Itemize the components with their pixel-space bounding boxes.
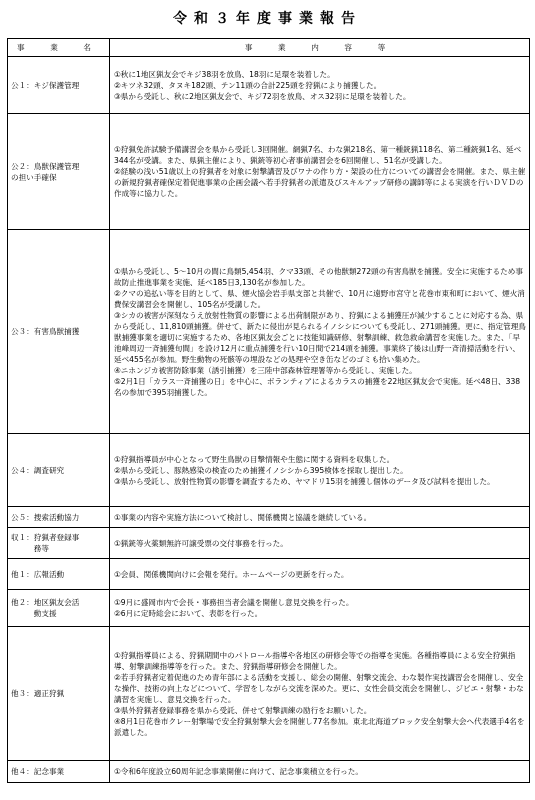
table-row (8, 230, 530, 434)
project-content-cell (110, 57, 530, 114)
content-line: ③県から受託し、放射性物質の影響を調査するため、ヤマドリ15羽を捕獲し個体のデータ及び試料を提出した。 (114, 476, 495, 486)
project-name: 務等 (11, 544, 49, 553)
project-name-cell (8, 114, 110, 230)
project-name-cell (8, 57, 110, 114)
report-table (7, 38, 530, 783)
project-name-cell (8, 590, 110, 627)
content-line: ④8月1日花巻市クレー射撃場で安全狩猟射撃大会を開催し77名参加。東北北海道ブロック安全射撃大会へ代表選手4名を派遣した。 (114, 716, 525, 737)
project-name: の担い手確保 (11, 172, 57, 182)
project-name-cell (8, 434, 110, 507)
project-content-cell (110, 230, 530, 434)
project-content-cell (110, 559, 530, 590)
table-row (8, 761, 530, 783)
project-name: 収１：狩猟者登録事 (11, 533, 80, 542)
project-name: 他２：地区猟友会活 (11, 598, 80, 607)
page-title: 令和３年度事業報告 (173, 11, 362, 27)
project-name: 公３：有害鳥獣捕獲 (11, 327, 80, 336)
content-line: ①9月に盛岡市内で会長・事務担当者会議を開催し意見交換を行った。 (114, 598, 354, 607)
project-name-cell (8, 761, 110, 783)
content-line: ④ニホンジカ被害防除事業（誘引捕獲）を三陸中部森林管理署等から受託し、実施した。 (114, 365, 417, 375)
project-name-cell (8, 559, 110, 590)
project-content-cell (110, 761, 530, 783)
table-row (8, 57, 530, 114)
content-line: ①事業の内容や実施方法について検討し、関係機関と協議を継続している。 (114, 512, 372, 522)
content-line: ①狩猟免許試験予備講習会を県から受託し3回開催。網猟7名、わな猟218名、第一種銃猟118名、第二種銃猟1名、延べ344名が受講。また、県猟主催により、猟銃等初心者事前講習会を6回開催し、51名が受講した。 (114, 145, 522, 165)
project-content-cell (110, 590, 530, 627)
table-row (8, 559, 530, 590)
project-content-cell (110, 114, 530, 230)
content-line: ②キツネ32頭、タヌキ182頭、テン11頭の合計225頭を狩猟により捕獲した。 (114, 80, 382, 90)
project-content-cell (110, 434, 530, 507)
content-line: ②6月に定時総会において、表彰を行った。 (114, 609, 263, 618)
content-line: ①秋に1地区猟友会でキジ38羽を放鳥、18羽に足環を装着した。 (114, 69, 335, 79)
project-name: 公１：キジ保護管理 (11, 80, 80, 90)
content-line: ②経験の浅い51歳以上の狩猟者を対象に射撃講習及びワナの作り方・架設の仕方についての講習会を開催。また、県主催の新規狩猟者確保定着促進事業の企画会議へ若手狩猟者の派遣及びスキルアップ研修の講師等による実演を行いＤＶＤの作成等に協力した。 (114, 167, 526, 198)
project-name: 他３：適正狩猟 (11, 689, 65, 698)
content-line: ①狩猟指導員による、狩猟期間中のパトロール指導や各地区の研修会等での指導を実施。各種指導員による安全狩猟指導、射撃訓練指導等を行った。また、狩猟指導研修会を開催した。 (114, 650, 516, 671)
table-header-row (8, 39, 530, 57)
project-content-cell (110, 507, 530, 528)
table-row (8, 590, 530, 627)
content-line: ②クマの追払い等を目的として、県、煙火協会岩手県支部と共催で、10月に遠野市宮守と花巻市東和町において、煙火消費保安講習会を開催し、105名が受講した。 (114, 288, 525, 309)
table-row (8, 627, 530, 761)
project-name: 公４：調査研究 (11, 465, 65, 475)
project-name: 公５：捜索活動協力 (11, 512, 80, 522)
project-name-cell (8, 627, 110, 761)
content-line: ①令和6年度設立60周年記念事業開催に向けて、記念事業積立を行った。 (114, 767, 363, 776)
table-row (8, 507, 530, 528)
project-content-cell (110, 627, 530, 761)
project-name: 公２：鳥獣保護管理 (11, 161, 80, 171)
project-name: 動支援 (11, 609, 57, 618)
content-line: ③シカの被害が深刻なうえ放射性物質の影響による出荷制限があり、狩猟による捕獲圧が減少することに対応する為、県から受託し、11,810頭捕獲。併せて、新たに侵出が見られるイノシシについても受託し、271頭捕獲。更に、指定管理鳥獣捕獲事業を適切に実施するため、各地区猟友会ごとに技能知識研修、射撃訓練、救急救命講習を実施した。また、「早池峰周辺一斉捕獲旬間」を設け12月に重点捕獲を行い10日間で214頭を捕獲。事業終了後は山野一斉清掃活動を行い、延べ455名が参加。野生動物の死骸等の埋設などの処理や空き缶などのゴミも拾い集めた。 (114, 310, 526, 364)
project-name: 他１：広報活動 (11, 569, 65, 579)
header-content: 事 業 内 容 等 (110, 39, 530, 57)
header-name: 事 業 名 (8, 39, 110, 57)
project-name: 他４：記念事業 (11, 767, 65, 776)
content-line: ②県から受託し、豚熱感染の検査のため捕獲イノシシから395検体を採取し提出した。 (114, 465, 408, 475)
content-line: ②若手狩猟者定着促進のため青年部による活動を支援し、総会の開催、射撃交流会、わな製作実技講習会を開催し、安全な操作、技術の向上などについて、学習をしながら交流を深めた。更に、女性会員交流会を開催し、ジビエ・射撃・わな講習を実施し、意見交換を行った。 (114, 672, 524, 704)
content-line: ③県から受託し、秋に2地区猟友会で、キジ72羽を放鳥、オス32羽に足環を装着した。 (114, 91, 411, 101)
content-line: ①猟銃等火薬類無許可譲受票の交付事務を行った。 (114, 538, 288, 548)
content-line: ①狩猟指導員が中心となって野生鳥獣の目撃情報や生態に関する資料を収集した。 (114, 454, 395, 464)
content-line: ①会員、関係機関向けに会報を発行。ホームページの更新を行った。 (114, 569, 349, 579)
project-name-cell (8, 230, 110, 434)
content-line: ⑤2月1日「カラス一斉捕獲の日」を中心に、ボランティアによるカラスの捕獲を22地区猟友会で実施。延べ48日、338名の参加で395羽捕獲した。 (114, 376, 521, 397)
table-row (8, 528, 530, 559)
content-line: ③県外狩猟者登録事務を県から受託、併せて射撃訓練の励行をお願いした。 (114, 705, 372, 715)
project-name-cell (8, 528, 110, 559)
table-row (8, 114, 530, 230)
content-line: ①県から受託し、5～10月の間に鳥類5,454羽、クマ33頭、その他獣類272頭の有害鳥獣を捕獲。安全に実施するため事故防止推進事業を実施、延べ185日3,130名が参加した。 (114, 266, 523, 287)
project-content-cell (110, 528, 530, 559)
project-name-cell (8, 507, 110, 528)
table-row (8, 434, 530, 507)
